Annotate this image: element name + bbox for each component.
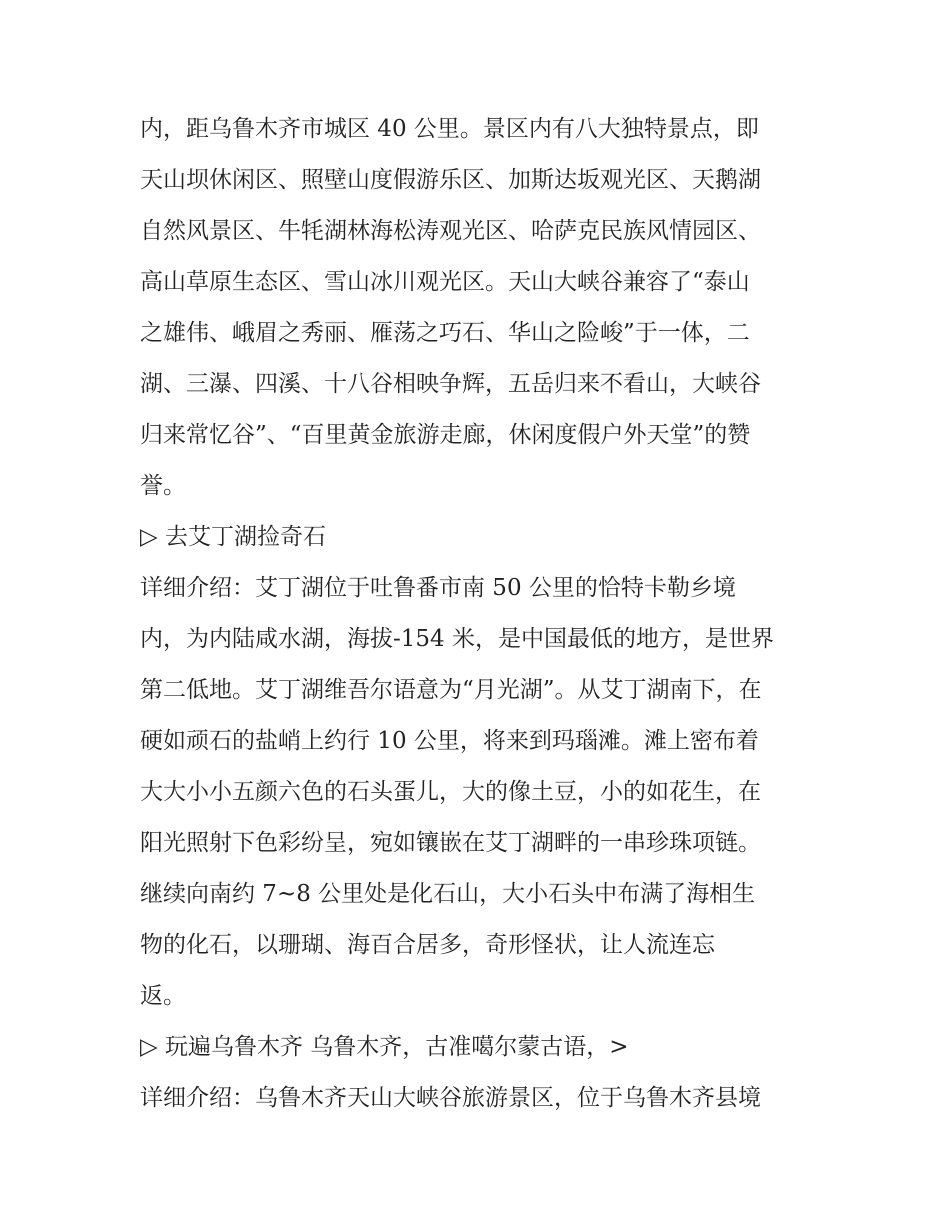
- paragraph-line: 大大小小五颜六色的石头蛋儿，大的像土豆，小的如花生，在: [140, 779, 761, 805]
- paragraph-line: 自然风景区、牛牦湖林海松涛观光区、哈萨克民族风情园区、: [140, 218, 761, 244]
- paragraph-line: 详细介绍：艾丁湖位于吐鲁番市南 50 公里的恰特卡勒乡境: [140, 575, 736, 601]
- paragraph-line: 内，距乌鲁木齐市城区 40 公里。景区内有八大独特景点，即: [140, 116, 759, 142]
- paragraph-line: 誉。: [140, 473, 186, 499]
- paragraph-line: 继续向南约 7~8 公里处是化石山，大小石头中布满了海相生: [140, 881, 756, 907]
- document-body: [140, 104, 820, 1124]
- section-heading-urumqi: ▷ 玩遍乌鲁木齐 乌鲁木齐，古准噶尔蒙古语，>: [140, 1034, 629, 1060]
- paragraph-line: 天山坝休闲区、照壁山度假游乐区、加斯达坂观光区、天鹅湖: [140, 167, 761, 193]
- paragraph-line: 内，为内陆咸水湖，海拔-154 米，是中国最低的地方，是世界: [140, 626, 774, 652]
- paragraph-line: 湖、三瀑、四溪、十八谷相映争辉，五岳归来不看山，大峡谷: [140, 371, 761, 397]
- paragraph-line: 返。: [140, 983, 186, 1009]
- paragraph-line: 高山草原生态区、雪山冰川观光区。天山大峡谷兼容了“泰山: [140, 269, 750, 295]
- paragraph-line: 硬如顽石的盐峭上约行 10 公里，将来到玛瑙滩。滩上密布着: [140, 728, 759, 754]
- paragraph-line: 物的化石，以珊瑚、海百合居多，奇形怪状，让人流连忘: [140, 932, 715, 958]
- paragraph-line: 之雄伟、峨眉之秀丽、雁荡之巧石、华山之险峻”于一体，二: [140, 320, 750, 346]
- paragraph-line: 详细介绍：乌鲁木齐天山大峡谷旅游景区，位于乌鲁木齐县境: [140, 1085, 761, 1111]
- section-heading-aiding-lake: ▷ 去艾丁湖捡奇石: [140, 524, 326, 550]
- paragraph-line: 第二低地。艾丁湖维吾尔语意为“月光湖”。从艾丁湖南下，在: [140, 677, 762, 703]
- paragraph-line: 阳光照射下色彩纷呈，宛如镶嵌在艾丁湖畔的一串珍珠项链。: [140, 830, 761, 856]
- paragraph-line: 归来常忆谷”、“百里黄金旅游走廊，休闲度假户外天堂”的赞: [140, 422, 751, 448]
